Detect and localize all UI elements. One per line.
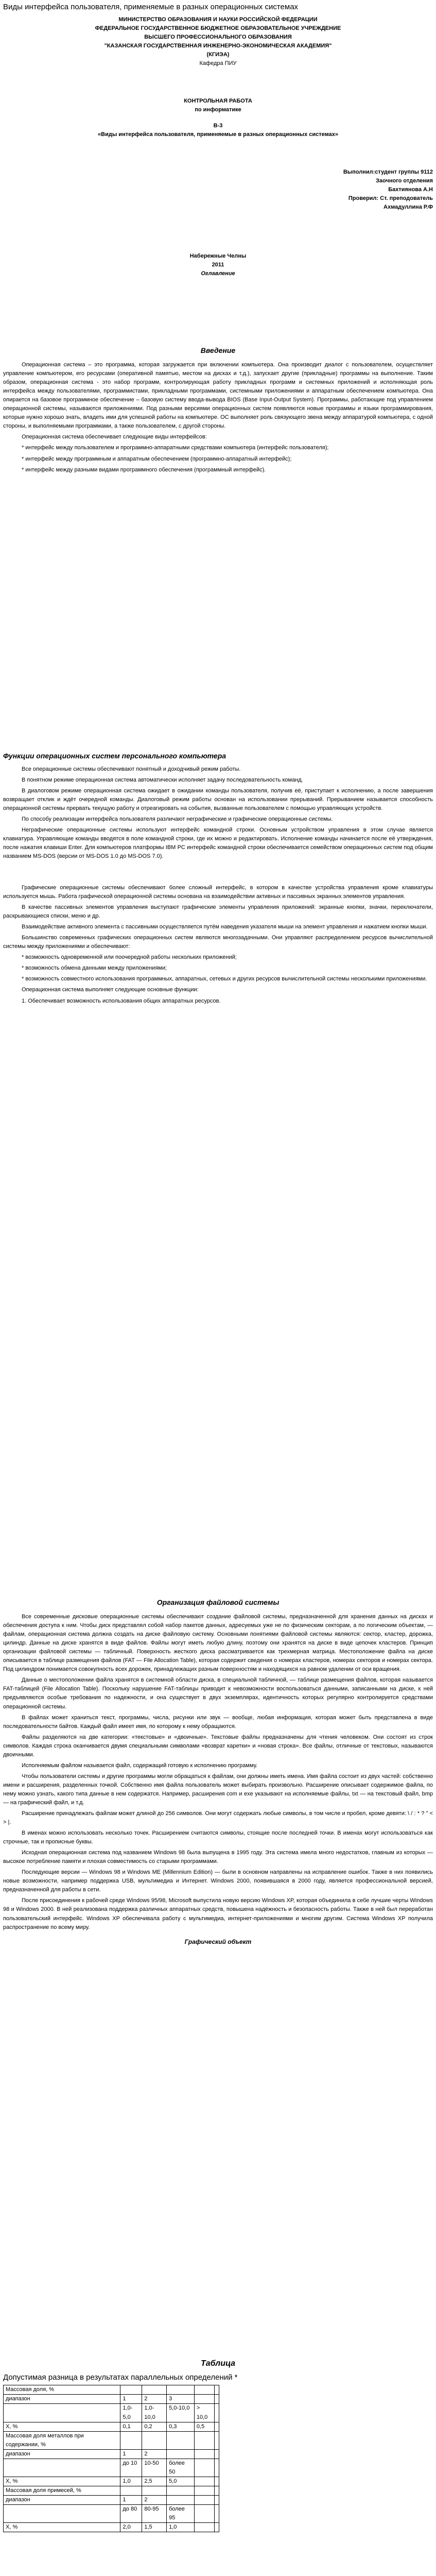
document-title: Виды интерфейса пользователя, применяемые в разных операционных системах (3, 3, 299, 11)
table-row (4, 2385, 219, 2395)
table-cell (4, 2459, 120, 2477)
table-cell: 1 (120, 2395, 142, 2404)
academy-line: "КАЗАНСКАЯ ГОСУДАРСТВЕННАЯ ИНЖЕНЕРНО-ЭКОНОМИЧЕСКАЯ АКАДЕМИЯ" (104, 42, 332, 49)
paragraph: После присоединения к рабочей среде Windows 95/98, Microsoft выпустила новую версию Windows XP, которая объединила в себе лучшие черты Windows 98 и Windows 2000. В ней реализована поддержка различных аппаратных средств, повышена надёжность и безопасность работы. Также в ней был переработан пользовательский интерфейс. Windows XP обеспечивала работу с мультимедиа, интернет-приложениями и многим другим. Система Windows XP получила распространение по всему миру. (3, 1897, 433, 1930)
table-cell: 0,5 (194, 2422, 214, 2431)
file-system-section (3, 1592, 433, 2215)
student-name: Бахтиянова А.Н (388, 187, 433, 193)
paragraph: Неграфические операционные системы используют интерфейс командной строки. Основным устройством управления в этом случае является клавиатура. Управляющие команды вводятся в поле командной строки, где их можно и редактировать. Исполнение команды начинается после её утверждения, после нажатия клавиши Enter. Для компьютеров платформы IBM PC интерфейс командной строки обеспечивается семейством операционных систем под общим названием MS-DOS (версии от MS-DOS 1.0 до MS-DOS 7.0). (3, 826, 433, 859)
table-cell (4, 2505, 120, 2523)
faculty-line: Заочного отделения (376, 178, 433, 184)
city-line: Набережные Челны (189, 253, 247, 260)
paragraph: Операционная система выполняет следующие основные функции: (22, 987, 199, 993)
table-cell: более 95 (167, 2505, 195, 2523)
figure-caption: Графический объект (184, 1938, 252, 1945)
paragraph: В файлах может храниться текст, программы, числа, рисунки или звук — вообще, любая информация, которая может быть представлена в виде последовательности байтов. Каждый файл имеет имя, по которому к нему обращаются. (3, 1714, 433, 1730)
table-cell (214, 2422, 219, 2431)
table-title: Таблица (200, 2359, 236, 2368)
table-cell (214, 2495, 219, 2504)
table-cell (167, 2486, 195, 2495)
table-cell: 1,0 (167, 2523, 195, 2532)
table-cell (120, 2385, 142, 2395)
table-cell: X, % (4, 2422, 120, 2431)
table-cell (120, 2431, 142, 2449)
table-cell (120, 2486, 142, 2495)
work-topic: «Виды интерфейса пользователя, применяемые в разных операционных системах» (98, 131, 338, 138)
table-cell (167, 2385, 195, 2395)
table-cell: 0,1 (120, 2422, 142, 2431)
table-cell: 3 (167, 2395, 195, 2404)
table-row (4, 2404, 219, 2422)
paragraph: Исполняемым файлом называется файл, содержащий готовую к исполнению программу. (22, 1762, 258, 1769)
table-cell (214, 2523, 219, 2532)
table-row (4, 2395, 219, 2404)
table-cell: 1,5 (142, 2523, 167, 2532)
paragraph: Файлы разделяются на две категории: «текстовые» и «двоичные». Текстовые файлы предназначены для чтения человеком. Они состоят из строк символов. Каждая строка оканчивается двумя специальными символами «возврат каретки» и «новая строка». Все файлы, отличные от текстовых, называются двоичными. (3, 1734, 433, 1758)
paragraph: Последующие версии — Windows 98 и Windows ME (Millennium Edition) — были в основном направлены на исправление ошибок. Также в них появились новые возможности, например поддержка USB, мультимедиа и Интернет. Windows 2000, появившаяся в 2000 году, является профессиональной версией, предназначенной для работы в сети. (3, 1869, 433, 1893)
table-cell: 0,3 (167, 2422, 195, 2431)
table-cell: X, % (4, 2523, 120, 2532)
paragraph: Большинство современных графических операционных систем являются многозадачными. Они управляют распределением ресурсов вычислительной системы между приложениями и обеспечивают: (3, 935, 433, 950)
table-cell (214, 2486, 219, 2495)
paragraph: В диалоговом режиме операционная система ожидает в ожидании команды пользователя, получив её, приступает к исполнению, а после завершения возвращает отклик и ждёт очередной команды. Диалоговый режим работы основан на использовании прерываний. Прерыванием называется способность операционной системы прервать текущую работу и отреагировать на события, вызванные пользователем с помощью управляющих устройств. (3, 787, 433, 811)
table-cell: диапазон (4, 2449, 120, 2459)
table-cell (214, 2404, 219, 2422)
level-line: ВЫСШЕГО ПРОФЕССИОНАЛЬНОГО ОБРАЗОВАНИЯ (144, 33, 292, 40)
introduction-title: Введение (200, 346, 236, 355)
table-cell: 2 (142, 2395, 167, 2404)
table-cell (194, 2505, 214, 2523)
paragraph: Операционная система обеспечивает следующие виды интерфейсов: (22, 434, 207, 440)
table-cell (214, 2431, 219, 2449)
table-cell: 2,5 (142, 2477, 167, 2486)
file-system-title: Организация файловой системы (156, 1598, 280, 1607)
table-cell (194, 2523, 214, 2532)
table-cell: 10-50 (142, 2459, 167, 2477)
table-cell: 2,0 (120, 2523, 142, 2532)
paragraph: * возможность обмена данными между приложениями; (22, 965, 167, 972)
work-subject: по информатике (195, 106, 241, 113)
table-cell: 2 (142, 2449, 167, 2459)
table-cell: Массовая доля металлов при содержании, % (4, 2431, 120, 2449)
paragraph: Все операционные системы обеспечивают понятный и доходчивый режим работы. (22, 766, 241, 772)
paragraph: Операционная система – это программа, которая загружается при включении компьютера. Она производит диалог с пользователем, осуществляет управление компьютером, его ресурсами (оперативной памятью, местом на дисках и т.д.), запускает другие (прикладные) программы на выполнение. Таким образом, операционная система - это набор программ, контролирующая работу прикладных программ и системных приложений и исполняющая роль интерфейса между пользователями, программистами, прикладными программами, системными приложениями и аппаратным обеспечением компьютера. Она опирается на базовое программное обеспечение – базовую систему ввода-вывода BIOS (Base Input-Output System). Программы, работающие под управлением операционной системы, называются приложениями. Под разными версиями операционных систем появляются новые программы и языки программирования, которые нужно хорошо знать, владеть ими для успешной работы на компьютере. ОС выполняет роль связующего звена между аппаратурой компьютера, с одной стороны, и выполняемыми программами, а также пользователем, с другой стороны. (3, 362, 433, 430)
table-cell (214, 2505, 219, 2523)
data-table (3, 2385, 219, 2532)
work-variant: В-3 (213, 122, 223, 129)
table-cell: 80-95 (142, 2505, 167, 2523)
academy-abbr: (КГИЭА) (206, 51, 230, 58)
paragraph: Графические операционные системы обеспечивают более сложный интерфейс, в котором в качестве устройства управления кроме клавиатуры используется мышь. Работа графической операционной системы основана на взаимодействии активных и пассивных экранных элементов управления. (3, 885, 433, 900)
table-cell: Массовая доля примесей, % (4, 2486, 120, 2495)
table-cell: Массовая доля, % (4, 2385, 120, 2395)
work-kind: КОНТРОЛЬНАЯ РАБОТА (184, 97, 252, 104)
paragraph: В именах можно использовать несколько точек. Расширением считаются символы, стоящие после последней точки. В именах могут использоваться как строчные, так и прописные буквы. (3, 1830, 433, 1845)
table-cell (142, 2431, 167, 2449)
table-caption: Допустимая разница в результатах параллельных определений * (3, 2373, 238, 2382)
table-cell (4, 2404, 120, 2422)
paragraph: В понятном режиме операционная система автоматически исполняет задачу последовательность команд. (22, 776, 303, 783)
student-line: Выполнил:студент группы 9112 (343, 168, 433, 175)
paragraph: * интерфейс между пользователем и программно-аппаратными средствами компьютера (интерфейс пользователя); (22, 445, 329, 451)
table-row (4, 2505, 219, 2523)
table-cell: > 10,0 (194, 2404, 214, 2422)
table-cell: 1 (120, 2449, 142, 2459)
table-cell (167, 2449, 195, 2459)
table-cell (194, 2477, 214, 2486)
table-row (4, 2486, 219, 2495)
paragraph: 1. Обеспечивает возможность использования общих аппаратных ресурсов. (22, 997, 221, 1004)
table-cell: до 10 (120, 2459, 142, 2477)
table-cell: 0,2 (142, 2422, 167, 2431)
year-line: 2011 (212, 262, 224, 268)
table-cell (142, 2486, 167, 2495)
checked-line: Проверил: Ст. преподователь (348, 195, 433, 202)
table-cell (214, 2477, 219, 2486)
table-cell (214, 2395, 219, 2404)
table-cell: 5,0 (167, 2477, 195, 2486)
paragraph: * интерфейс между программным и аппаратным обеспечением (программно-аппаратный интерфейс); (22, 455, 292, 462)
paragraph: Расширение принадлежать файлам может длиной до 256 символов. Они могут содержать любые символы, в том числе и пробел, кроме девяти: \ / : * ? " < > |. (3, 1810, 433, 1826)
table-cell (194, 2395, 214, 2404)
table-cell (214, 2459, 219, 2477)
table-cell (194, 2431, 214, 2449)
table-cell (214, 2449, 219, 2459)
table-row (4, 2459, 219, 2477)
table-cell (194, 2449, 214, 2459)
table-cell (194, 2486, 214, 2495)
table-row (4, 2431, 219, 2449)
table-row (4, 2422, 219, 2431)
paragraph: * возможность одновременной или поочередной работы нескольких приложений; (22, 954, 237, 961)
teacher-name: Ахмадуллина Р.Ф (383, 204, 433, 211)
table-row (4, 2495, 219, 2504)
table-cell (167, 2495, 195, 2504)
table-cell: 1,0-5,0 (120, 2404, 142, 2422)
paragraph: Все современные дисковые операционные системы обеспечивают создание файловой системы, предназначенной для хранения данных на дисках и обеспечения доступа к ним. Чтобы диск представлял собой набор пакетов данных, адресуемых уже не по физическим секторам, а по логическим объектам, — файлам, операционная система должна создать на диске файловую систему. Основными понятиями файловой системы являются: сектор, кластер, дорожка, цилиндр. Данные на диске хранятся в виде файлов. Файлы могут иметь любую длину, поэтому они хранятся на диске в виде цепочек кластеров. Принцип организации файловой системы — табличный. Поверхность жесткого диска рассматривается как трехмерная матрица. Местоположение файла на диске описывается в таблице размещения файлов (FAT — File Allocation Table), которая содержит сведения о номерах кластеров, номерах секторов и номерах сектора. Под цилиндром понимается совокупность всех дорожек, принадлежащих разным поверхностям и находящихся на равном удалении от оси вращения. (3, 1614, 433, 1673)
table-cell: 5,0-10,0 (167, 2404, 195, 2422)
table-cell: X, % (4, 2477, 120, 2486)
table-cell: диапазон (4, 2495, 120, 2504)
functions-section (3, 747, 433, 1592)
introduction-section (3, 340, 433, 747)
table-cell: 1,0 (120, 2477, 142, 2486)
paragraph: Данные о местоположении файла хранятся в системной области диска, в специальной табличной, — таблице размещения файлов, которая называется FAT-таблицей (File Allocation Table). Поскольку нарушение FAT-таблицы приводит к невозможности воспользоваться данными, записанными на диске, к ней предъявляются особые требования по надежности, и она существует в двух экземплярах, идентичность которых регулярно контролируется средствами операционной системы. (3, 1677, 433, 1710)
table-cell: более 50 (167, 2459, 195, 2477)
table-cell: 1,0-10,0 (142, 2404, 167, 2422)
table-cell (214, 2385, 219, 2395)
table-cell: 1 (120, 2495, 142, 2504)
paragraph: Взаимодействие активного элемента с пассивными осуществляется путём наведения указателя мыши на элемент управления и нажатием кнопки мыши. (22, 924, 428, 930)
table-row (4, 2477, 219, 2486)
table-cell (194, 2459, 214, 2477)
table-cell: до 80 (120, 2505, 142, 2523)
paragraph: По способу реализации интерфейса пользователя различают неграфические и графические операционные системы. (22, 816, 333, 822)
functions-title: Функции операционных систем персонального компьютера (3, 752, 226, 760)
paragraph: Исходная операционная система под названием Windows 98 была выпущена в 1995 году. Эта система имела много недостатков, главным из которых — высокое потребление памяти и плохая совместимость со старыми программами. (3, 1850, 433, 1865)
agency-line: ФЕДЕРАЛЬНОЕ ГОСУДАРСТВЕННОЕ БЮДЖЕТНОЕ ОБРАЗОВАТЕЛЬНОЕ УЧРЕЖДЕНИЕ (95, 25, 341, 31)
table-section (3, 2358, 433, 2532)
ministry-line: МИНИСТЕРСТВО ОБРАЗОВАНИЯ И НАУКИ РОССИЙСКОЙ ФЕДЕРАЦИИ (118, 16, 318, 23)
paragraph: В качестве пассивных элементов управления выступают графические элементы управления приложений: экранные кнопки, значки, переключатели, раскрывающиеся списки, меню и др. (3, 904, 433, 920)
paragraph: Чтобы пользователи системы и другие программы могли обращаться к файлам, они должны иметь имена. Имя файла состоит из двух частей: собственно имени и расширения, разделенных точкой. Собственно имя файла пользователь может выбирать произвольно. Расширение описывает содержимое файла, по нему можно узнать, какого типа данные в нем содержатся. Например, расширения com и exe указывают на исполняемые файлы, txt — на текстовый файл, bmp — на графический файл, и т.д. (3, 1773, 433, 1806)
paragraph: * интерфейс между разными видами программного обеспечения (программный интерфейс). (22, 466, 266, 473)
table-cell (194, 2385, 214, 2395)
table-cell (142, 2385, 167, 2395)
toc-heading: Оглавление (201, 270, 235, 277)
table-row (4, 2523, 219, 2532)
table-cell: диапазон (4, 2395, 120, 2404)
table-cell: 2 (142, 2495, 167, 2504)
department-line: Кафедра ПИУ (199, 60, 237, 66)
table-row (4, 2449, 219, 2459)
table-cell (167, 2431, 195, 2449)
table-cell (194, 2495, 214, 2504)
paragraph: * возможность совместного использования программных, аппаратных, сетевых и других ресурсов вычислительной системы несколькими приложениями. (22, 976, 427, 982)
